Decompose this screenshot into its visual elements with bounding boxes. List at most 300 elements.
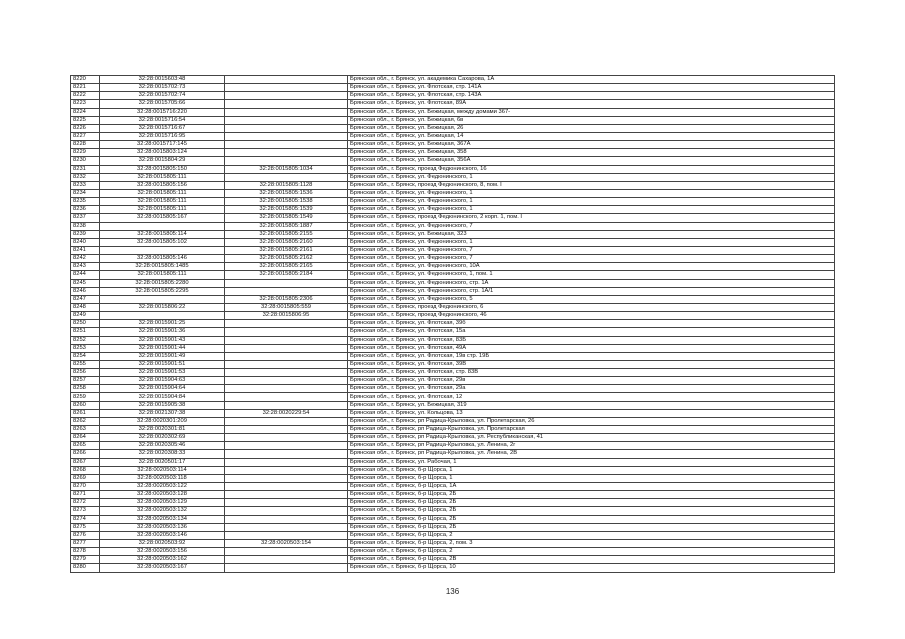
table-row [71, 507, 835, 515]
row-number-cell: 8235 [71, 198, 100, 206]
premises-number-cell [225, 442, 348, 450]
address-cell: Брянская обл., г. Брянск, ул. Бежицкая, 367А [348, 141, 835, 149]
row-number-cell: 8247 [71, 295, 100, 303]
premises-number-cell [225, 336, 348, 344]
address-cell: Брянская обл., г. Брянск, б-р Щорса, 2В [348, 556, 835, 564]
registry-table [70, 75, 835, 573]
row-number-cell: 8236 [71, 206, 100, 214]
cadastral-number-cell: 32:28:0015805:2280 [100, 279, 225, 287]
address-cell: Брянская обл., г. Брянск, проезд Федюнинского, 46 [348, 312, 835, 320]
cadastral-number-cell: 32:28:0015702:74 [100, 92, 225, 100]
table-row [71, 336, 835, 344]
premises-number-cell [225, 149, 348, 157]
address-cell: Брянская обл., г. Брянск, ул. Флотская, 29в [348, 377, 835, 385]
cadastral-number-cell: 32:28:0020302:69 [100, 434, 225, 442]
table-row [71, 214, 835, 222]
premises-number-cell: 32:28:0015805:1536 [225, 189, 348, 197]
row-number-cell: 8254 [71, 352, 100, 360]
premises-number-cell: 32:28:0015805:2162 [225, 255, 348, 263]
table-row [71, 206, 835, 214]
table-row [71, 100, 835, 108]
row-number-cell: 8238 [71, 222, 100, 230]
address-cell: Брянская обл., г. Брянск, ул. Бежицкая, 356А [348, 157, 835, 165]
row-number-cell: 8239 [71, 230, 100, 238]
table-row [71, 426, 835, 434]
premises-number-cell: 32:28:0015805:1539 [225, 206, 348, 214]
row-number-cell: 8230 [71, 157, 100, 165]
cadastral-number-cell: 32:28:0020308:33 [100, 450, 225, 458]
address-cell: Брянская обл., г. Брянск, ул. Бежицкая, 319 [348, 401, 835, 409]
cadastral-number-cell: 32:28:0015805:102 [100, 238, 225, 246]
cadastral-number-cell: 32:28:0015805:167 [100, 214, 225, 222]
address-cell: Брянская обл., г. Брянск, ул. Флотская, 83Б [348, 336, 835, 344]
premises-number-cell [225, 360, 348, 368]
premises-number-cell: 32:28:0015806:95 [225, 312, 348, 320]
row-number-cell: 8257 [71, 377, 100, 385]
row-number-cell: 8275 [71, 523, 100, 531]
address-cell: Брянская обл., г. Брянск, б-р Щорса, 2, пом. 3 [348, 540, 835, 548]
premises-number-cell: 32:28:0015805:559 [225, 303, 348, 311]
table-row [71, 124, 835, 132]
premises-number-cell: 32:28:0020229:54 [225, 409, 348, 417]
table-row [71, 141, 835, 149]
premises-number-cell [225, 108, 348, 116]
row-number-cell: 8261 [71, 409, 100, 417]
table-row [71, 515, 835, 523]
address-cell: Брянская обл., г. Брянск, ул. Федюнинского, 1 [348, 198, 835, 206]
cadastral-number-cell: 32:28:0020503:118 [100, 474, 225, 482]
address-cell: Брянская обл., г. Брянск, б-р Щорса, 2Б [348, 507, 835, 515]
address-cell: Брянская обл., г. Брянск, ул. Федюнинского, 1 [348, 206, 835, 214]
premises-number-cell [225, 434, 348, 442]
table-row [71, 132, 835, 140]
cadastral-number-cell: 32:28:0015705:66 [100, 100, 225, 108]
row-number-cell: 8278 [71, 548, 100, 556]
premises-number-cell [225, 287, 348, 295]
cadastral-number-cell: 32:28:0020503:167 [100, 564, 225, 572]
address-cell: Брянская обл., г. Брянск, ул. Федюнинского, 5 [348, 295, 835, 303]
premises-number-cell: 32:28:0015805:2184 [225, 271, 348, 279]
row-number-cell: 8231 [71, 165, 100, 173]
row-number-cell: 8241 [71, 246, 100, 254]
address-cell: Брянская обл., г. Брянск, ул. Федюнинского, 7 [348, 222, 835, 230]
premises-number-cell [225, 344, 348, 352]
row-number-cell: 8259 [71, 393, 100, 401]
premises-number-cell [225, 564, 348, 572]
table-row [71, 483, 835, 491]
cadastral-number-cell: 32:28:0015901:44 [100, 344, 225, 352]
row-number-cell: 8246 [71, 287, 100, 295]
table-row [71, 84, 835, 92]
table-row [71, 149, 835, 157]
address-cell: Брянская обл., г. Брянск, ул. Бежицкая, 14 [348, 132, 835, 140]
premises-number-cell [225, 84, 348, 92]
premises-number-cell [225, 515, 348, 523]
premises-number-cell [225, 531, 348, 539]
cadastral-number-cell: 32:28:0020305:46 [100, 442, 225, 450]
premises-number-cell [225, 124, 348, 132]
address-cell: Брянская обл., г. Брянск, ул. Бежицкая, 6в [348, 116, 835, 124]
registry-table-body [71, 76, 835, 573]
address-cell: Брянская обл., г. Брянск, ул. Флотская, стр. 141А [348, 84, 835, 92]
cadastral-number-cell: 32:28:0015806:22 [100, 303, 225, 311]
table-row [71, 263, 835, 271]
address-cell: Брянская обл., г. Брянск, ул. Флотская, 29а [348, 385, 835, 393]
table-row [71, 466, 835, 474]
table-row [71, 458, 835, 466]
cadastral-number-cell: 32:28:0015901:36 [100, 328, 225, 336]
row-number-cell: 8263 [71, 426, 100, 434]
premises-number-cell: 32:28:0015805:2165 [225, 263, 348, 271]
row-number-cell: 8226 [71, 124, 100, 132]
table-row [71, 352, 835, 360]
cadastral-number-cell: 32:28:0015716:54 [100, 116, 225, 124]
table-row [71, 548, 835, 556]
row-number-cell: 8258 [71, 385, 100, 393]
row-number-cell: 8224 [71, 108, 100, 116]
row-number-cell: 8221 [71, 84, 100, 92]
cadastral-number-cell: 32:28:0015904:84 [100, 393, 225, 401]
cadastral-number-cell: 32:28:0015905:38 [100, 401, 225, 409]
row-number-cell: 8268 [71, 466, 100, 474]
row-number-cell: 8233 [71, 181, 100, 189]
address-cell: Брянская обл., г. Брянск, б-р Щорса, 2 [348, 531, 835, 539]
address-cell: Брянская обл., г. Брянск, ул. Флотская, 39б [348, 320, 835, 328]
premises-number-cell [225, 116, 348, 124]
table-row [71, 556, 835, 564]
row-number-cell: 8225 [71, 116, 100, 124]
address-cell: Брянская обл., г. Брянск, б-р Щорса, 2Б [348, 515, 835, 523]
row-number-cell: 8262 [71, 417, 100, 425]
table-row [71, 303, 835, 311]
page-number: 136 [445, 587, 460, 596]
table-row [71, 564, 835, 572]
cadastral-number-cell: 32:28:0015901:25 [100, 320, 225, 328]
premises-number-cell: 32:28:0015805:1538 [225, 198, 348, 206]
premises-number-cell [225, 466, 348, 474]
row-number-cell: 8232 [71, 173, 100, 181]
row-number-cell: 8271 [71, 491, 100, 499]
premises-number-cell [225, 393, 348, 401]
premises-number-cell [225, 141, 348, 149]
premises-number-cell [225, 132, 348, 140]
table-row [71, 320, 835, 328]
table-row [71, 531, 835, 539]
address-cell: Брянская обл., г. Брянск, рп Радица-Крыловка, ул. Пролетарская, 26 [348, 417, 835, 425]
premises-number-cell [225, 507, 348, 515]
address-cell: Брянская обл., г. Брянск, ул. Флотская, 12 [348, 393, 835, 401]
table-row [71, 271, 835, 279]
address-cell: Брянская обл., г. Брянск, ул. Флотская, 49А [348, 344, 835, 352]
address-cell: Брянская обл., г. Брянск, б-р Щорса, 10 [348, 564, 835, 572]
row-number-cell: 8265 [71, 442, 100, 450]
premises-number-cell [225, 426, 348, 434]
premises-number-cell: 32:28:0015805:2161 [225, 246, 348, 254]
address-cell: Брянская обл., г. Брянск, рп Радица-Крыловка, ул. Ленина, 2г [348, 442, 835, 450]
address-cell: Брянская обл., г. Брянск, ул. Федюнинского, стр. 1А/1 [348, 287, 835, 295]
cadastral-number-cell: 32:28:0015805:111 [100, 198, 225, 206]
address-cell: Брянская обл., г. Брянск, ул. Федюнинского, 1, пом. 1 [348, 271, 835, 279]
cadastral-number-cell: 32:28:0015804:29 [100, 157, 225, 165]
premises-number-cell [225, 320, 348, 328]
cadastral-number-cell: 32:28:0015702:73 [100, 84, 225, 92]
row-number-cell: 8251 [71, 328, 100, 336]
cadastral-number-cell: 32:28:0020503:129 [100, 499, 225, 507]
table-row [71, 312, 835, 320]
address-cell: Брянская обл., г. Брянск, б-р Щорса, 2Б [348, 499, 835, 507]
cadastral-number-cell: 32:28:0021307:38 [100, 409, 225, 417]
row-number-cell: 8249 [71, 312, 100, 320]
address-cell: Брянская обл., г. Брянск, проезд Федюнинского, 8, пом. I [348, 181, 835, 189]
table-row [71, 230, 835, 238]
row-number-cell: 8228 [71, 141, 100, 149]
cadastral-number-cell: 32:28:0015904:63 [100, 377, 225, 385]
premises-number-cell: 32:28:0015805:2306 [225, 295, 348, 303]
address-cell: Брянская обл., г. Брянск, ул. Рабочая, 1 [348, 458, 835, 466]
cadastral-number-cell: 32:28:0015805:111 [100, 206, 225, 214]
address-cell: Брянская обл., г. Брянск, ул. Флотская, 15а [348, 328, 835, 336]
address-cell: Брянская обл., г. Брянск, ул. Федюнинского, 7 [348, 255, 835, 263]
cadastral-number-cell [100, 222, 225, 230]
address-cell: Брянская обл., г. Брянск, ул. Бежицкая, 26 [348, 124, 835, 132]
row-number-cell: 8223 [71, 100, 100, 108]
cadastral-number-cell: 32:28:0015803:124 [100, 149, 225, 157]
premises-number-cell [225, 328, 348, 336]
table-row [71, 287, 835, 295]
row-number-cell: 8243 [71, 263, 100, 271]
table-row [71, 523, 835, 531]
row-number-cell: 8277 [71, 540, 100, 548]
address-cell: Брянская обл., г. Брянск, б-р Щорса, 1 [348, 466, 835, 474]
cadastral-number-cell: 32:28:0015717:145 [100, 141, 225, 149]
premises-number-cell [225, 556, 348, 564]
table-row [71, 360, 835, 368]
premises-number-cell [225, 523, 348, 531]
row-number-cell: 8227 [71, 132, 100, 140]
premises-number-cell: 32:28:0015805:2155 [225, 230, 348, 238]
cadastral-number-cell [100, 295, 225, 303]
cadastral-number-cell: 32:28:0015805:2295 [100, 287, 225, 295]
address-cell: Брянская обл., г. Брянск, ул. Федюнинского, 10А [348, 263, 835, 271]
row-number-cell: 8269 [71, 474, 100, 482]
row-number-cell: 8220 [71, 76, 100, 84]
premises-number-cell [225, 173, 348, 181]
table-row [71, 76, 835, 84]
cadastral-number-cell: 32:28:0015805:150 [100, 165, 225, 173]
table-row [71, 189, 835, 197]
row-number-cell: 8237 [71, 214, 100, 222]
premises-number-cell: 32:28:0015805:1549 [225, 214, 348, 222]
row-number-cell: 8244 [71, 271, 100, 279]
address-cell: Брянская обл., г. Брянск, ул. Федюнинского, 1 [348, 173, 835, 181]
row-number-cell: 8264 [71, 434, 100, 442]
address-cell: Брянская обл., г. Брянск, проезд Федюнинского, 2 корп. 1, пом. I [348, 214, 835, 222]
table-row [71, 369, 835, 377]
cadastral-number-cell: 32:28:0015805:114 [100, 230, 225, 238]
address-cell: Брянская обл., г. Брянск, б-р Щорса, 2 [348, 548, 835, 556]
address-cell: Брянская обл., г. Брянск, ул. академика Сахарова, 1А [348, 76, 835, 84]
cadastral-number-cell: 32:28:0015716:95 [100, 132, 225, 140]
row-number-cell: 8229 [71, 149, 100, 157]
cadastral-number-cell: 32:28:0020301:209 [100, 417, 225, 425]
cadastral-number-cell: 32:28:0015901:49 [100, 352, 225, 360]
cadastral-number-cell [100, 312, 225, 320]
address-cell: Брянская обл., г. Брянск, б-р Щорса, 2Б [348, 523, 835, 531]
table-row [71, 116, 835, 124]
premises-number-cell: 32:28:0015805:1128 [225, 181, 348, 189]
cadastral-number-cell: 32:28:0015904:64 [100, 385, 225, 393]
table-row [71, 222, 835, 230]
table-row [71, 377, 835, 385]
premises-number-cell: 32:28:0015805:1887 [225, 222, 348, 230]
row-number-cell: 8245 [71, 279, 100, 287]
row-number-cell: 8240 [71, 238, 100, 246]
address-cell: Брянская обл., г. Брянск, ул. Федюнинского, стр. 1А [348, 279, 835, 287]
premises-number-cell [225, 385, 348, 393]
cadastral-number-cell: 32:28:0015805:111 [100, 173, 225, 181]
premises-number-cell [225, 401, 348, 409]
cadastral-number-cell: 32:28:0020503:134 [100, 515, 225, 523]
cadastral-number-cell: 32:28:0020501:17 [100, 458, 225, 466]
premises-number-cell: 32:28:0015805:2160 [225, 238, 348, 246]
premises-number-cell [225, 377, 348, 385]
table-row [71, 344, 835, 352]
address-cell: Брянская обл., г. Брянск, ул. Флотская, стр. 83В [348, 369, 835, 377]
table-row [71, 295, 835, 303]
row-number-cell: 8252 [71, 336, 100, 344]
table-row [71, 409, 835, 417]
row-number-cell: 8260 [71, 401, 100, 409]
cadastral-number-cell: 32:28:0015805:156 [100, 181, 225, 189]
address-cell: Брянская обл., г. Брянск, б-р Щорса, 1 [348, 474, 835, 482]
table-row [71, 385, 835, 393]
row-number-cell: 8242 [71, 255, 100, 263]
premises-number-cell [225, 474, 348, 482]
row-number-cell: 8272 [71, 499, 100, 507]
table-row [71, 393, 835, 401]
address-cell: Брянская обл., г. Брянск, ул. Флотская, 89А [348, 100, 835, 108]
table-row [71, 417, 835, 425]
cadastral-number-cell: 32:28:0015716:67 [100, 124, 225, 132]
premises-number-cell [225, 458, 348, 466]
cadastral-number-cell: 32:28:0015805:146 [100, 255, 225, 263]
table-row [71, 401, 835, 409]
table-row [71, 491, 835, 499]
row-number-cell: 8279 [71, 556, 100, 564]
cadastral-number-cell: 32:28:0015603:48 [100, 76, 225, 84]
table-row [71, 499, 835, 507]
table-row [71, 108, 835, 116]
premises-number-cell [225, 279, 348, 287]
premises-number-cell [225, 369, 348, 377]
premises-number-cell: 32:28:0015805:1034 [225, 165, 348, 173]
premises-number-cell [225, 483, 348, 491]
table-row [71, 279, 835, 287]
address-cell: Брянская обл., г. Брянск, ул. Флотская, стр. 143А [348, 92, 835, 100]
table-row [71, 238, 835, 246]
cadastral-number-cell: 32:28:0015901:51 [100, 360, 225, 368]
address-cell: Брянская обл., г. Брянск, рп Радица-Крыловка, ул. Республиканская, 41 [348, 434, 835, 442]
address-cell: Брянская обл., г. Брянск, ул. Бежицкая, между домами 367- [348, 108, 835, 116]
cadastral-number-cell: 32:28:0015901:53 [100, 369, 225, 377]
cadastral-number-cell: 32:28:0015805:111 [100, 189, 225, 197]
cadastral-number-cell: 32:28:0020503:162 [100, 556, 225, 564]
cadastral-number-cell: 32:28:0020503:136 [100, 523, 225, 531]
address-cell: Брянская обл., г. Брянск, ул. Кольцова, 13 [348, 409, 835, 417]
address-cell: Брянская обл., г. Брянск, рп Радица-Крыловка, ул. Пролетарская [348, 426, 835, 434]
table-row [71, 328, 835, 336]
table-row [71, 434, 835, 442]
table-row [71, 92, 835, 100]
table-row [71, 165, 835, 173]
table-row [71, 173, 835, 181]
table-row [71, 198, 835, 206]
cadastral-number-cell: 32:28:0015805:111 [100, 271, 225, 279]
row-number-cell: 8256 [71, 369, 100, 377]
row-number-cell: 8222 [71, 92, 100, 100]
address-cell: Брянская обл., г. Брянск, ул. Федюнинского, 1 [348, 189, 835, 197]
address-cell: Брянская обл., г. Брянск, ул. Флотская, 39В [348, 360, 835, 368]
cadastral-number-cell: 32:28:0020301:81 [100, 426, 225, 434]
row-number-cell: 8266 [71, 450, 100, 458]
cadastral-number-cell: 32:28:0020503:92 [100, 540, 225, 548]
table-row [71, 474, 835, 482]
cadastral-number-cell: 32:28:0020503:146 [100, 531, 225, 539]
premises-number-cell [225, 100, 348, 108]
cadastral-number-cell [100, 246, 225, 254]
table-row [71, 442, 835, 450]
premises-number-cell [225, 450, 348, 458]
address-cell: Брянская обл., г. Брянск, рп Радица-Крыловка, ул. Ленина, 2В [348, 450, 835, 458]
address-cell: Брянская обл., г. Брянск, ул. Бежицкая, 358 [348, 149, 835, 157]
address-cell: Брянская обл., г. Брянск, б-р Щорса, 2Б [348, 491, 835, 499]
cadastral-number-cell: 32:28:0020503:156 [100, 548, 225, 556]
row-number-cell: 8250 [71, 320, 100, 328]
table-row [71, 255, 835, 263]
premises-number-cell [225, 417, 348, 425]
row-number-cell: 8248 [71, 303, 100, 311]
cadastral-number-cell: 32:28:0020503:114 [100, 466, 225, 474]
row-number-cell: 8270 [71, 483, 100, 491]
premises-number-cell [225, 548, 348, 556]
premises-number-cell: 32:28:0020503:154 [225, 540, 348, 548]
address-cell: Брянская обл., г. Брянск, ул. Федюнинского, 1 [348, 238, 835, 246]
address-cell: Брянская обл., г. Брянск, ул. Федюнинского, 7 [348, 246, 835, 254]
row-number-cell: 8274 [71, 515, 100, 523]
row-number-cell: 8273 [71, 507, 100, 515]
address-cell: Брянская обл., г. Брянск, проезд Федюнинского, 16 [348, 165, 835, 173]
table-row [71, 157, 835, 165]
premises-number-cell [225, 157, 348, 165]
row-number-cell: 8253 [71, 344, 100, 352]
premises-number-cell [225, 499, 348, 507]
table-row [71, 181, 835, 189]
table-row [71, 450, 835, 458]
table-row [71, 540, 835, 548]
row-number-cell: 8276 [71, 531, 100, 539]
premises-number-cell [225, 92, 348, 100]
cadastral-number-cell: 32:28:0015716:220 [100, 108, 225, 116]
cadastral-number-cell: 32:28:0015805:1485 [100, 263, 225, 271]
cadastral-number-cell: 32:28:0020503:122 [100, 483, 225, 491]
premises-number-cell [225, 491, 348, 499]
table-row [71, 246, 835, 254]
address-cell: Брянская обл., г. Брянск, ул. Флотская, 19в стр. 19Б [348, 352, 835, 360]
cadastral-number-cell: 32:28:0015901:43 [100, 336, 225, 344]
premises-number-cell [225, 76, 348, 84]
cadastral-number-cell: 32:28:0020503:132 [100, 507, 225, 515]
address-cell: Брянская обл., г. Брянск, б-р Щорса, 1А [348, 483, 835, 491]
